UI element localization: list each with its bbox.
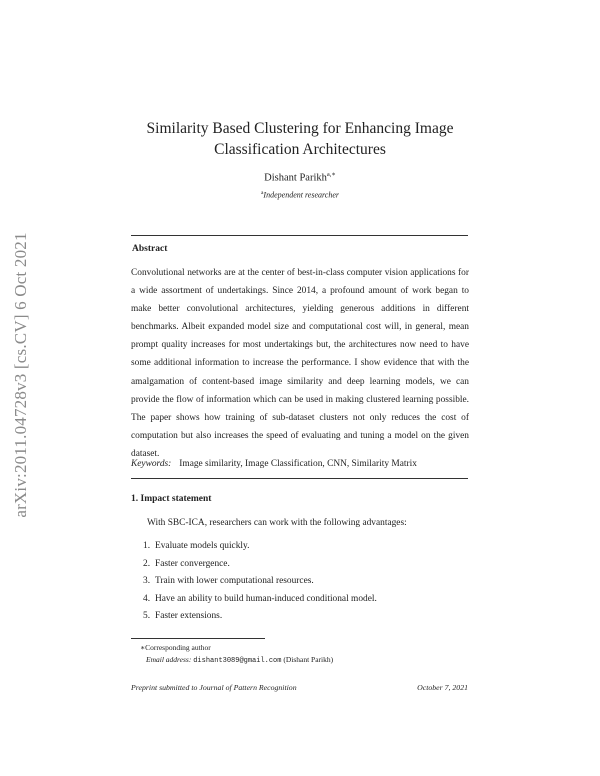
- list-item-text: Faster convergence.: [155, 558, 230, 569]
- list-item-text: Faster extensions.: [155, 611, 223, 622]
- footer-preprint-note: Preprint submitted to Journal of Pattern Recognition: [131, 683, 297, 692]
- keywords-label: Keywords:: [131, 459, 172, 469]
- list-item: [131, 538, 377, 556]
- abstract-top-rule: [131, 235, 468, 236]
- footnote-rule: [131, 638, 265, 639]
- title-line-1: Similarity Based Clustering for Enhancing Image: [146, 120, 454, 137]
- affiliation-mark: a: [260, 190, 264, 196]
- list-item-number: 2.: [143, 558, 151, 569]
- author-line: [100, 170, 500, 184]
- footnote-email: [146, 655, 333, 665]
- author-marks: a,∗: [326, 171, 336, 178]
- keywords-text: Image similarity, Image Classification, CNN, Similarity Matrix: [179, 459, 417, 469]
- list-item-number: 3.: [143, 576, 151, 587]
- list-item-number: 1.: [143, 541, 151, 551]
- email-label: Email address:: [146, 655, 192, 664]
- list-item: [131, 591, 377, 609]
- paper-title: [100, 118, 500, 160]
- list-item: [131, 608, 377, 626]
- advantages-list: [131, 538, 377, 626]
- arxiv-stamp: [6, 210, 36, 540]
- email-name: (Dishant Parikh): [283, 655, 334, 664]
- list-item-text: Have an ability to build human-induced conditional model.: [155, 593, 377, 604]
- list-item-number: 5.: [143, 611, 151, 622]
- keywords-line: [131, 459, 469, 469]
- arxiv-stamp-text: arXiv:2011.04728v3 [cs.CV] 6 Oct 2021: [11, 232, 30, 518]
- abstract-bottom-rule: [131, 478, 468, 479]
- footer-date: October 7, 2021: [417, 683, 468, 692]
- title-line-2: Classification Architectures: [214, 141, 386, 158]
- section-intro: With SBC-ICA, researchers can work with the following advantages:: [147, 518, 407, 528]
- affiliation-line: [100, 190, 500, 200]
- list-item-text: Evaluate models quickly.: [155, 541, 250, 551]
- list-item: [131, 556, 377, 574]
- abstract-body: Convolutional networks are at the center of best-in-class computer vision applications for a wide assortment of undertakings. Since 2014, a profound amount of work began to make better convolutional architectures, yielding generous additions in different benchmarks. Albeit expanded model size and computational cost will, in general, mean prompt quality increases for most undertakings but, the architectures now need to have some additional information to increase the performance. I show evidence that with the amalgamation of content-based image similarity and deep learning models, we can provide the flow of information which can be used in making clustered learning possible. The paper shows how training of sub-dataset clusters not only reduces the cost of computation but also increases the speed of evaluating and tuning a model on the given dataset.: [131, 268, 469, 459]
- author-name: Dishant Parikh: [264, 172, 327, 184]
- affiliation-text: Independent researcher: [263, 190, 340, 200]
- section-heading: 1. Impact statement: [131, 494, 212, 504]
- email-address[interactable]: dishant3089@gmail.com: [193, 657, 282, 665]
- list-item-number: 4.: [143, 593, 151, 604]
- footnote-corresponding: ∗Corresponding author: [140, 643, 211, 652]
- list-item: [131, 573, 377, 591]
- abstract-heading: Abstract: [132, 244, 168, 254]
- list-item-text: Train with lower computational resources.: [155, 576, 314, 587]
